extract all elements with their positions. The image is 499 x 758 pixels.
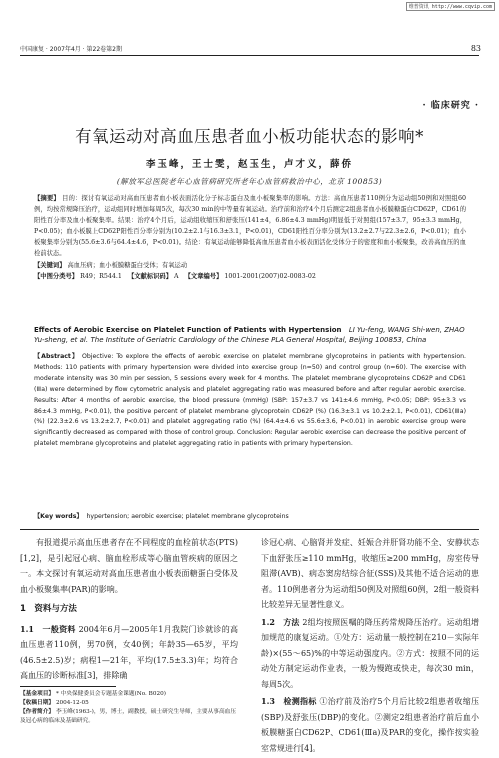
abstract-rule [20,529,479,530]
paper-title: 有氧运动对高血压患者血小板功能状态的影响* [75,127,424,146]
english-authors: LI Yu-feng, WANG Shi-wen, ZHAO Yu-sheng, et al. [34,326,465,344]
watermark-stamp: 维普资讯 http://www.cqvip.com [406,2,495,11]
english-institution: The Institute of Geriatric Cardiology of the Chinese PLA General Hospital, Beijing 100853, China [90,336,427,344]
subsection-1-2-text: 2组均按照医嘱的降压药常规降压治疗。运动组增加规范的康复运动。①处方：运动量一般控制在210－实际年龄)×(55～65)%的中等运动强度内。②方式：按照不同的运动处方制定运动作业表，一般为慢跑或快走，每次30 min，每周5次。 [261,617,479,689]
english-title-block [34,325,466,345]
body-column-left [20,535,238,686]
continuation-paragraph: 诊冠心病、心脑肾并发症、妊娠合并肝肾功能不全、安静状态下血舒张压≥110 mmHg，收缩压≥200 mmHg，房室传导阻滞(AVB)、病态窦房结综合征(SSS)及其他不适合运动的患者。110例患者分为运动组50例及对照组60例，2组一般资料比较差异无显著性意义。 [261,538,479,609]
intro-paragraph: 有报道提示高血压患者存在不同程度的血栓前状态(PTS)[1,2]，是引起冠心病、脑血栓形成等心脑血管疾病的原因之一。本文探讨有氧运动对高血压患者血小板表面糖蛋白受体及血小板聚集率(PAR)的影响。 [20,538,238,594]
section-heading-materials-methods: 1 资料与方法 [20,604,77,614]
article-no-label: 【文章编号】 [184,272,223,280]
fund-label: 【基金项目】 [20,691,55,697]
author-bio-text: 李玉峰(1963-)，男，博士，副教授，硕士研究生导师，主要从事高血压及冠心病的临床及基础研究。 [20,708,237,724]
chinese-abstract [34,193,466,282]
received-label: 【收稿日期】 [20,699,55,706]
section-label: · 临床研究 · [422,101,479,111]
body-column-right [261,535,479,758]
abstract-text: 目的：探讨有氧运动对高血压患者血小板表面活化分子标志蛋白及血小板聚集率的影响。方法：高血压患者110例分为运动组50例和对照组60例，均按常规降压治疗，运动组同时增加每周5次，每次30 min的中等量有氧运动。治疗前和治疗4个月后测定2组患者血小板膜糖蛋白CD62P，CD61的阳性百分率及血小板聚集率。结果：治疗4个月后，运动组收缩压和舒张压(141±4，6.86±4.3 mmHg)明显低于对照组(157±3.7，95±3.3 mmHg，P<0.05)；血小板膜上CD62P阳性百分率分别为(10.2±2.1与16.3±3.1，P<0.01)，CD61阳性百分率分别为(13.2±2.7与22.3±2.6，P<0.01)；血小板聚集率分别为(55.6±3.6与64.4±4.6，P<0.01)。结论：有氧运动能够降低高血压患者血小板表面活化受体分子的密度和血小板聚集，改善高血压的血栓前状态。 [34,195,467,258]
fund-note [20,690,240,699]
subsection-1-1-label: 1.1 一般资料 [20,623,76,634]
author-bio-label: 【作者简介】 [20,708,55,715]
classification-code: R49；R544.1 [80,272,122,280]
keywords-text: 高血压病；血小板膜糖蛋白受体；有氧运动 [67,261,188,269]
subsection-1-2-label: 1.2 方法 [261,616,300,627]
english-abstract [34,352,466,450]
fund-text: * 中央保健委员会专题基金课题(No. B020) [55,691,166,697]
article-no: 1001-2001(2007)02-0083-02 [224,272,316,280]
doc-id: A [174,272,179,280]
subsection-1-3-label: 1.3 检测指标 [261,696,317,706]
header-rule [20,55,479,56]
english-abstract-label: 【Abstract】 [34,353,80,360]
classification-label: 【中图分类号】 [34,272,79,280]
doc-id-label: 【文献标识码】 [127,272,173,280]
footnote-rule [20,686,116,687]
author-bio-note [20,708,240,726]
page-number: 83 [470,44,481,53]
footnotes [20,690,240,726]
received-note [20,699,240,708]
english-keywords-label: 【Key words】 [34,513,83,520]
english-abstract-text: Objective: To explore the effects of aerobic exercise on platelet membrane glycoproteins in patients with hypertension. Methods: 110 patients with primary hypertension were divided into exercise group (n=50) and control group (n=60). The exercise with moderate intensity was 30 min per session, 5 sessions every week for 4 months. The platelet membrane glycoproteins CD62P and CD61 (Ⅲa) were determined by flow cytometric analysis and platelet aggregating ratio was measured before and after regular aerobic exercise. Results: After 4 months of aerobic exercise, the blood pressure (mmHg) (SBP: 157±3.7 vs 141±4.6 mmHg, P<0.05; DBP: 95±3.3 vs 86±4.3 mmHg, P<0.01), the positive percent of platelet membrane glycoprotein CD62P (%) (16.3±3.1 vs 10.2±2.1, P<0.01), CD61(Ⅲa) (%) (22.3±2.6 vs 13.2±2.7, P<0.01) and platelet aggregating ratio (%) (64.4±4.6 vs 55.6±3.6, P<0.01) in aerobic exercise group were significantly decreased as compared with those of control group. Conclusion: Regular aerobic exercise can decrease the positive percent of platelet membrane glycoproteins and platelet aggregating ratio in patients with primary hypertension. [34,353,467,448]
subsection-1-1-text: 2004年6月—2005年1月我院门诊就诊的高血压患者110例，男70例，女40例；年龄35—65岁，平均(46.5±2.5)岁；病程1—21年，平均(17.5±3.3)年；均符合高血压的诊断标准[3]，排除确 [20,624,239,680]
running-head: 中国康复 · 2007年4月 · 第22卷第2期 [20,46,122,53]
english-title: Effects of Aerobic Exercise on Platelet Function of Patients with Hypertension [34,326,342,334]
subsection-1-3-text: ①治疗前及治疗5个月后比较2组患者收缩压(SBP)及舒张压(DBP)的变化。②测定2组患者治疗前后血小板膜糖蛋白CD62P、CD61(Ⅲa)及PAR的变化，操作按实验室常规进行[4]。 [261,697,479,753]
affiliation: (解放军总医院老年心血管病研究所老年心血管病救治中心，北京 100853) [116,177,383,186]
received-text: 2004-12-05 [55,699,89,706]
author-list: 李玉峰，王士雯，赵玉生，卢才义，薛侨 [145,159,353,170]
keywords-label: 【关键词】 [34,261,66,269]
english-keywords-text: hypertension; aerobic exercise; platelet membrane glycoproteins [86,513,289,520]
english-keywords [34,511,466,520]
abstract-label: 【摘要】 [34,195,60,202]
